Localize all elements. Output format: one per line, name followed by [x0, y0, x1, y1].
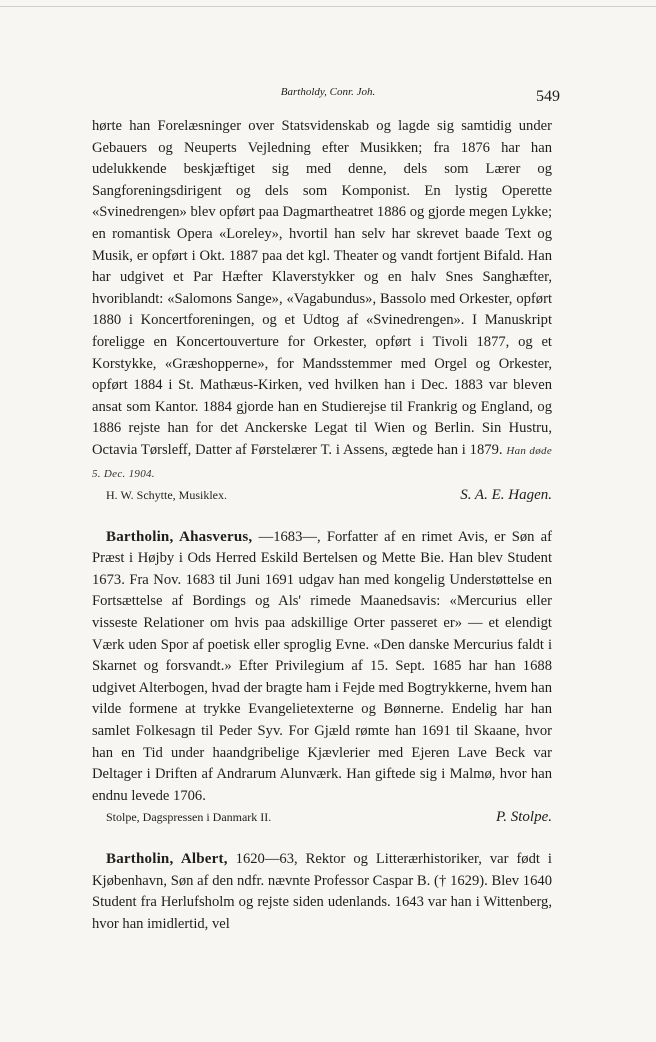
entry-ahasverus-source: Stolpe, Dagspressen i Danmark II. [106, 810, 272, 825]
entry-ahasverus-headword: Bartholin, Ahasverus, [106, 528, 253, 545]
entry-ahasverus-footer [92, 807, 552, 829]
entry-albert-headword: Bartholin, Albert, [106, 851, 228, 867]
entry-ahasverus [92, 527, 552, 808]
entry-albert-body: 1620—63, Rektor og Litterærhistoriker, var født i Kjøbenhavn, Søn af den ndfr. nævnte Professor Caspar B. († 1629). Blev 1640 Student fra Herlufsholm og rejste siden udenlands. 1643 var han i Wittenberg, hvor han imidlertid, vel [92, 851, 552, 932]
entry-bartholdy-footer [92, 485, 552, 507]
running-head: Bartholdy, Conr. Joh. [280, 86, 376, 98]
handwritten-note: Han døde 5. Dec. 1904. [92, 444, 553, 480]
entry-ahasverus-author: P. Stolpe. [496, 809, 552, 826]
entry-bartholdy-body: hørte han Forelæsninger over Statsvidenskab og lagde sig samtidig under Gebauers og Neuperts Vejledning efter Musikken; fra 1876 har han udelukkende beskjæftiget sig med denne, dels som Lærer og Sangforeningsdirigent og dels som Komponist. En lystig Operette «Svinedrengen» blev opført paa Dagmartheatret 1886 og gjorde megen Lykke; en romantisk Opera «Loreley», hvortil han selv har skrevet baade Text og Musik, er opført i Okt. 1887 paa det kgl. Theater og vandt fortjent Bifald. Han har udgivet et Par Hæfter Klaverstykker og en halv Snes Sanghæfter, hvoriblandt: «Salomons Sange», «Vagabundus», Bassolo med Orkester, opført 1880 i Koncertforeningen, og et Udtog af «Svinedrengen». I Manuskript foreligge en Koncertouverture for Orkester, opført i Tivoli 1877, og et Korstykke, «Græshopperne», for Mandsstemmer med Orgel og Orkester, opført 1884 i St. Mathæus-Kirken, ved hvilken han i Dec. 1883 var bleven ansat som Kantor. 1884 gjorde han en Studierejse til Frankrig og England, og 1886 rejste han for det Anckerske Legat til Wien og Berlin. Sin Hustru, Octavia Tørsleff, Datter af Førstelærer T. i Assens, ægtede han i 1879. [92, 118, 552, 458]
top-rule [0, 6, 656, 7]
entry-ahasverus-body: —1683—, Forfatter af en rimet Avis, er Søn af Præst i Højby i Ods Herred Eskild Bertelsen og Mette Bie. Han blev Student 1673. Fra Nov. 1683 til Juni 1691 udgav han med kongelig Understøttelse en Fortsættelse af Bordings og Als' rimede Maanedsavis: «Mercurius eller visseste Relationer om hvis paa adskillige Orter passeret er» — et elendigt Værk uden Spor af poetisk eller sproglig Evne. «Den danske Mercurius faldt i Skarnet og forsvandt.» Efter Privilegium af 15. Sept. 1685 har han 1688 udgivet Alterbogen, hvad der bragte ham i Fejde med Bogtrykkerne, hvem han vilde formene at trykke Evangelietexterne og Bønnerne. Endelig har han samlet Folkesagn til Peder Syv. For Gjæld rømte han 1691 til Skaane, hvor han en Tid under haandgribelige Kjævlerier med Ejeren Lave Beck var Deltager i Driften af Andrarum Alunværk. Han giftede sig i Malmø, hvor han endnu levede 1706. [92, 528, 552, 804]
entry-bartholdy-author: S. A. E. Hagen. [460, 487, 552, 504]
entry-bartholdy-text [92, 116, 552, 485]
entry-bartholdy-source: H. W. Schytte, Musiklex. [106, 488, 228, 503]
page-number: 549 [536, 88, 560, 105]
body-text [92, 116, 552, 935]
entry-albert [92, 849, 552, 935]
